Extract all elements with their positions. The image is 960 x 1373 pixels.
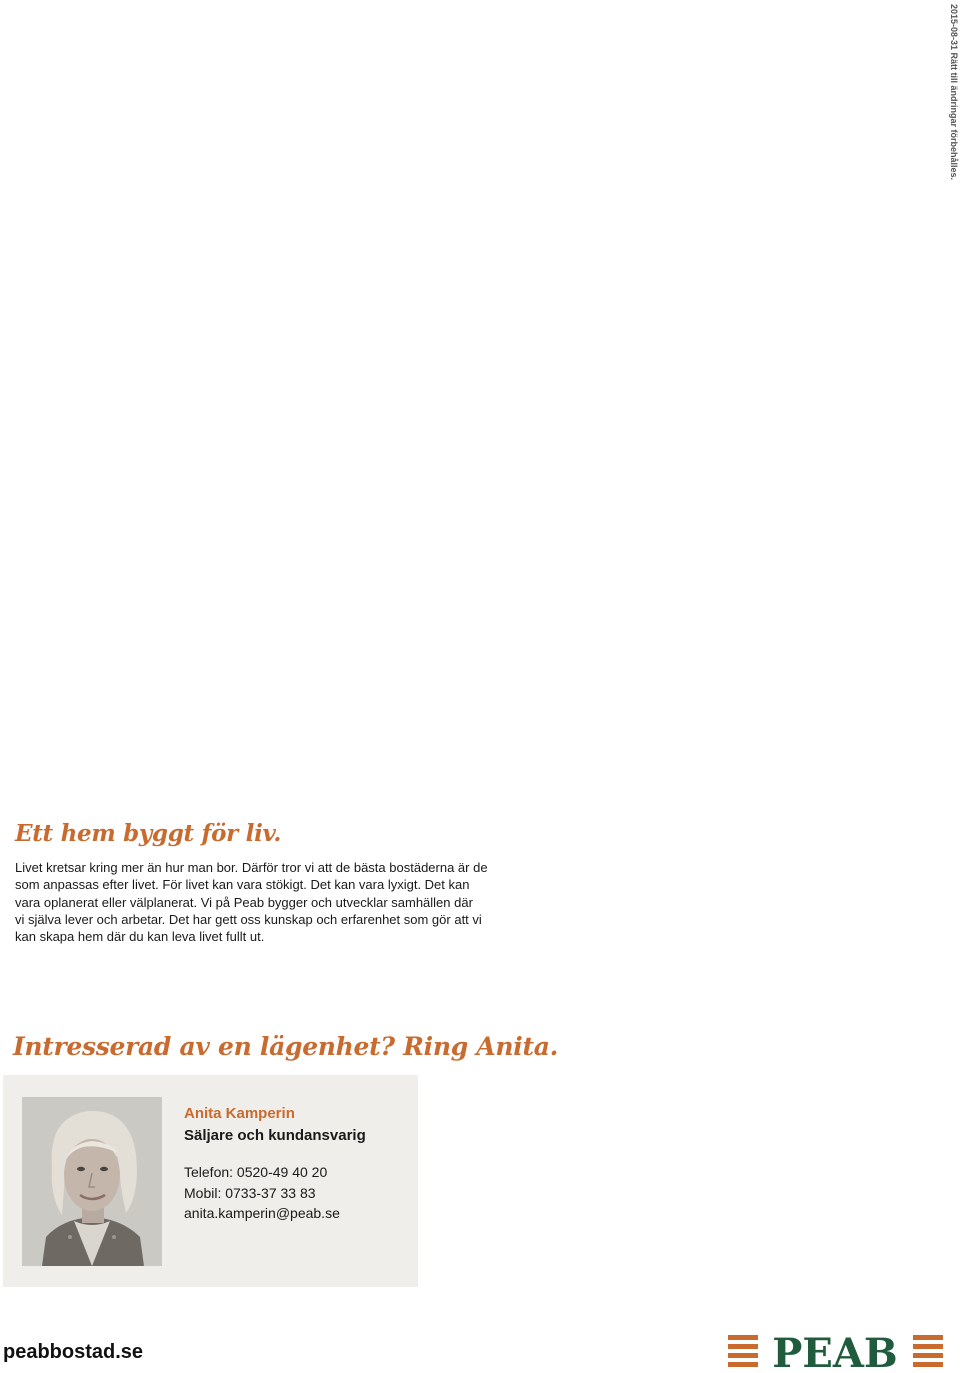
intro-line: vi själva lever och arbetar. Det har gett oss kunskap och erfarenhet som gör att vi bbox=[15, 911, 482, 927]
contact-photo bbox=[22, 1097, 162, 1266]
contact-name: Anita Kamperin bbox=[184, 1105, 295, 1122]
portrait-image bbox=[22, 1097, 162, 1266]
intro-text bbox=[15, 859, 515, 945]
intro-line: vara oplanerat eller välplanerat. Vi på Peab bygger och utvecklar samhällen där bbox=[15, 894, 473, 910]
footer-url-link[interactable]: peabbostad.se bbox=[3, 1341, 144, 1363]
contact-email-link[interactable]: anita.kamperin@peab.se bbox=[184, 1205, 340, 1222]
headline: Ett hem byggt för liv. bbox=[15, 820, 282, 847]
peab-logo bbox=[728, 1334, 943, 1368]
intro-line: kan skapa hem där du kan leva livet fullt ut. bbox=[15, 929, 265, 945]
side-note-text: 2015-08-31 Rätt till ändringar förbehålles. bbox=[949, 4, 959, 181]
contact-card bbox=[3, 1075, 418, 1287]
contact-phone: Telefon: 0520-49 40 20 bbox=[184, 1164, 328, 1180]
contact-role: Säljare och kundansvarig bbox=[184, 1127, 366, 1144]
cta-headline: Intresserad av en lägenhet? Ring Anita. bbox=[13, 1032, 559, 1061]
intro-line: Livet kretsar kring mer än hur man bor. Därför tror vi att de bästa bostäderna är de bbox=[15, 860, 488, 875]
intro-line: som anpassas efter livet. För livet kan vara stökigt. Det kan vara lyxigt. Det kan bbox=[15, 877, 470, 893]
side-note bbox=[947, 4, 960, 181]
contact-info bbox=[184, 1104, 366, 1224]
peab-logo-icon bbox=[728, 1334, 943, 1368]
logo-text: PEAB bbox=[772, 1334, 898, 1368]
contact-mobile: Mobil: 0733-37 33 83 bbox=[184, 1184, 316, 1201]
